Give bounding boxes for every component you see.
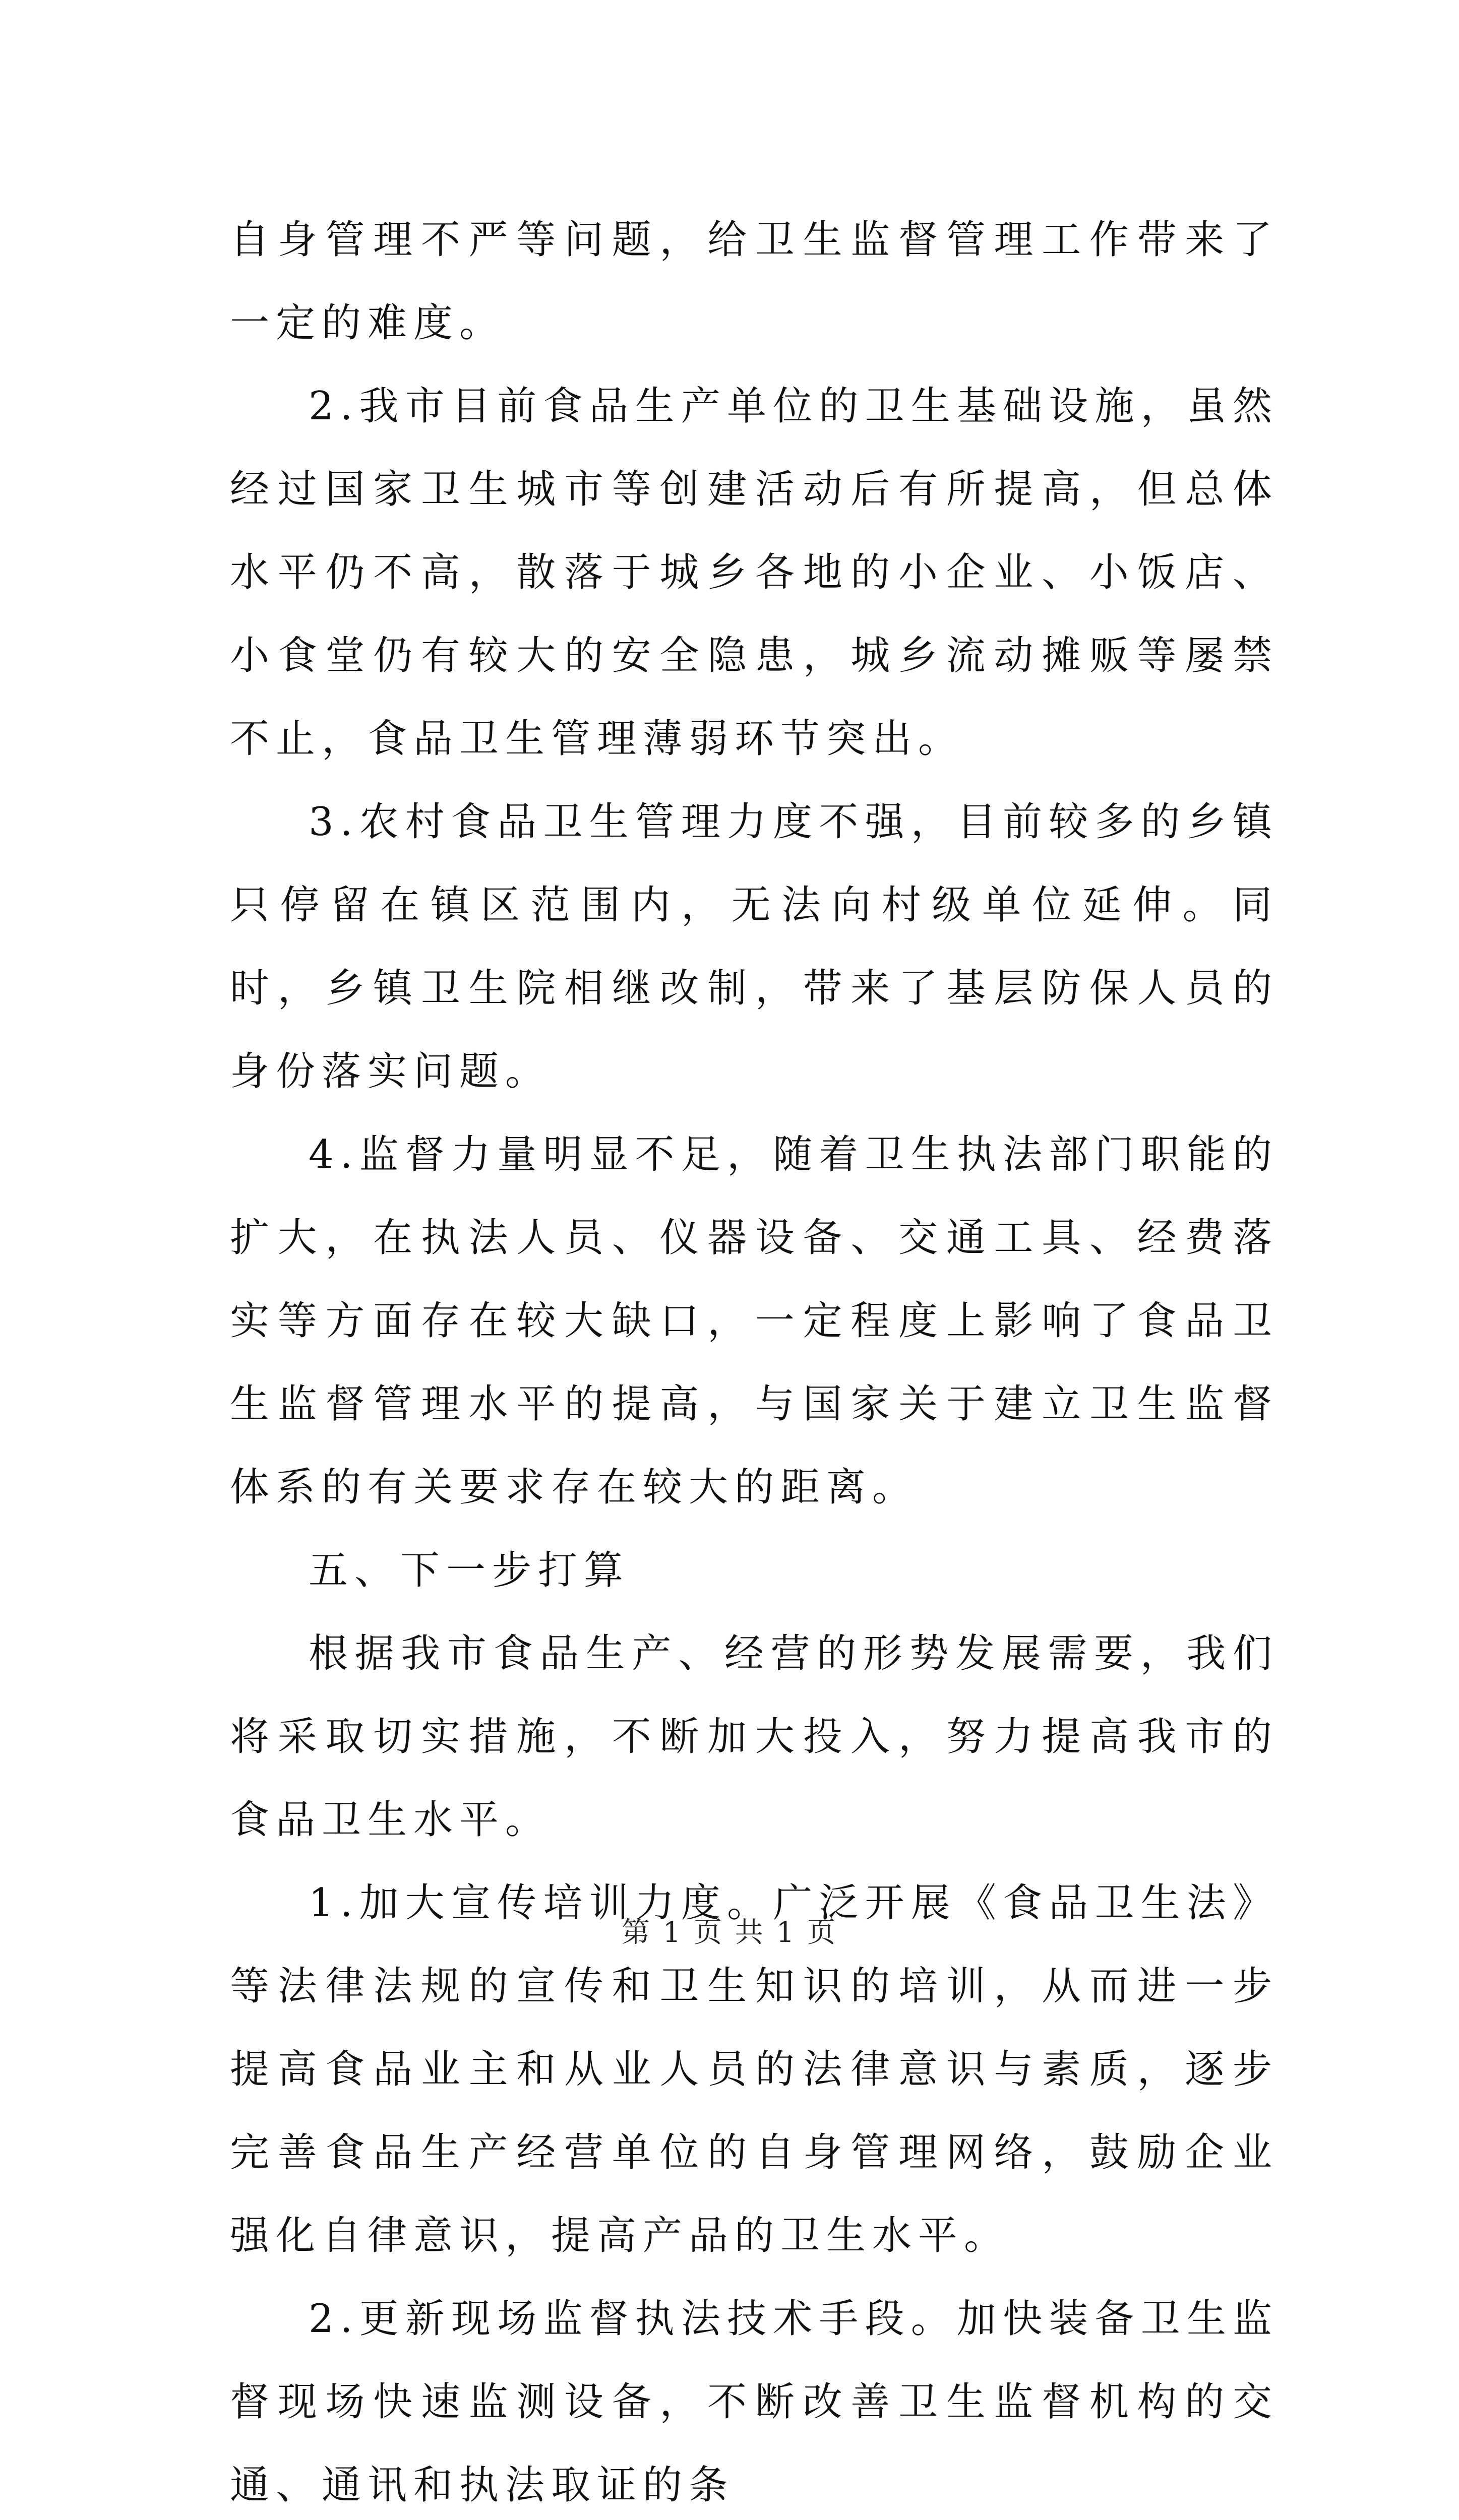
paragraph-continuation: 自身管理不严等问题，给卫生监督管理工作带来了一定的难度。 <box>230 217 1279 346</box>
paragraph-item-3: 3.农村食品卫生管理力度不强，目前较多的乡镇只停留在镇区范围内，无法向村级单位延伸。同时，乡镇卫生院相继改制，带来了基层防保人员的身份落实问题。 <box>230 799 1279 1094</box>
paragraph-item-4: 4.监督力量明显不足，随着卫生执法部门职能的扩大，在执法人员、仪器设备、交通工具、经费落实等方面存在较大缺口，一定程度上影响了食品卫生监督管理水平的提高，与国家关于建立卫生监督体系的有关要求存在较大的距离。 <box>230 1132 1279 1510</box>
page-footer: 第 1 页 共 1 页 <box>621 1916 838 1949</box>
paragraph-item-2: 2.我市目前食品生产单位的卫生基础设施，虽然经过国家卫生城市等创建活动后有所提高，但总体水平仍不高，散落于城乡各地的小企业、小饭店、小食堂仍有较大的安全隐患，城乡流动摊贩等屡禁不止，食品卫生管理薄弱环节突出。 <box>230 384 1279 762</box>
paragraph-intro: 根据我市食品生产、经营的形势发展需要，我们将采取切实措施，不断加大投入，努力提高我市的食品卫生水平。 <box>230 1631 1279 1843</box>
document-body <box>230 199 1279 2520</box>
paragraph-plan-1: 1.加大宣传培训力度。广泛开展《食品卫生法》等法律法规的宣传和卫生知识的培训，从而进一步提高食品业主和从业人员的法律意识与素质，逐步完善食品生产经营单位的自身管理网络，鼓励企业强化自律意识，提高产品的卫生水平。 <box>230 1880 1279 2258</box>
section-heading: 五、下一步打算 <box>309 1548 630 1593</box>
paragraph-plan-2: 2.更新现场监督执法技术手段。加快装备卫生监督现场快速监测设备，不断改善卫生监督机构的交通、通讯和执法取证的条 <box>230 2296 1279 2508</box>
